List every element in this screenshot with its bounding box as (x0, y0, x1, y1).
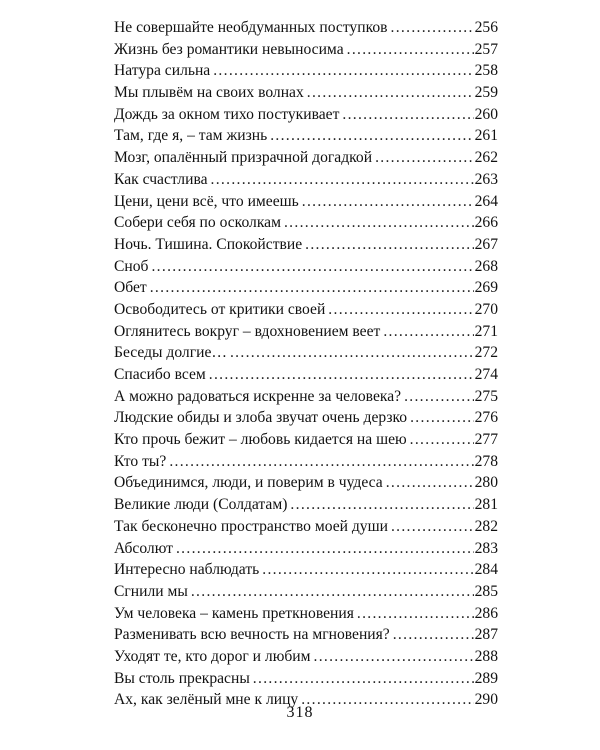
toc-entry-title: Там, где я, – там жизнь (114, 127, 268, 145)
toc-entry-page: 263 (474, 170, 498, 188)
toc-entry (114, 364, 498, 386)
toc-entry-title: Кто ты? (114, 452, 167, 470)
dot-leader (290, 494, 473, 516)
toc-entry-page: 268 (474, 257, 498, 275)
toc-entry (114, 646, 498, 668)
dot-leader (169, 451, 473, 473)
toc-entry-title: Собери себя по осколкам (114, 214, 281, 232)
table-of-contents (114, 17, 498, 711)
toc-entry-title: Оглянитесь вокруг – вдохновением веет (114, 322, 381, 340)
dot-leader (151, 256, 473, 278)
toc-entry-title: Цени, цени всё, что имеешь (114, 192, 299, 210)
toc-entry-page: 257 (474, 40, 498, 58)
toc-entry-title: Мозг, опалённый призрачной догадкой (114, 149, 373, 167)
toc-entry-page: 271 (474, 322, 498, 340)
toc-entry-page: 278 (474, 452, 498, 470)
dot-leader (347, 39, 474, 61)
toc-entry-title: Интересно наблюдать (114, 561, 260, 579)
toc-entry (114, 603, 498, 625)
toc-entry-page: 269 (474, 279, 498, 297)
toc-entry-page: 275 (474, 387, 498, 405)
dot-leader (328, 299, 473, 321)
toc-entry-page: 281 (474, 496, 498, 514)
toc-entry-page: 277 (474, 431, 498, 449)
toc-entry-title: Великие люди (Солдатам) (114, 496, 288, 514)
toc-entry-title: Натура сильна (114, 62, 211, 80)
toc-entry (114, 191, 498, 213)
toc-entry (114, 407, 498, 429)
toc-entry-page: 256 (474, 19, 498, 36)
toc-entry-title: Освободитесь от критики своей (114, 300, 326, 318)
toc-entry (114, 451, 498, 473)
toc-entry (114, 234, 498, 256)
toc-entry (114, 386, 498, 408)
toc-entry-page: 286 (474, 604, 498, 622)
dot-leader (404, 386, 474, 408)
toc-entry-title: Ах, как зелёный мне к лицу (114, 691, 299, 709)
toc-entry-title: Мы плывём на своих волнах (114, 84, 304, 102)
toc-entry (114, 104, 498, 126)
toc-entry (114, 559, 498, 581)
dot-leader (213, 60, 473, 82)
toc-entry-page: 261 (474, 127, 498, 145)
dot-leader (393, 624, 474, 646)
dot-leader (209, 364, 474, 386)
toc-entry-title: Вы столь прекрасны (114, 669, 250, 687)
toc-entry (114, 212, 498, 234)
toc-entry-page: 274 (474, 366, 498, 383)
toc-entry (114, 538, 498, 560)
toc-entry-page: 290 (474, 691, 498, 709)
dot-leader (253, 668, 474, 690)
toc-entry-title: Людские обиды и злоба звучат очень дерзко (114, 409, 408, 427)
dot-leader (410, 407, 474, 429)
toc-entry-title: Как счастлива (114, 170, 208, 188)
dot-leader (307, 82, 474, 104)
toc-entry (114, 624, 498, 646)
dot-leader (386, 472, 474, 494)
toc-entry-title: Дождь за окном тихо постукивает (114, 105, 340, 123)
toc-entry (114, 125, 498, 147)
toc-entry-page: 289 (474, 669, 498, 687)
dot-leader (150, 277, 474, 299)
toc-entry (114, 147, 498, 169)
dot-leader (391, 516, 474, 538)
toc-entry-title: Абсолют (114, 539, 173, 557)
toc-entry-title: Жизнь без романтики невыносима (114, 40, 344, 58)
toc-entry-title: Обет (114, 279, 147, 297)
toc-entry (114, 277, 498, 299)
toc-entry-title: Уходят те, кто дорог и любим (114, 647, 311, 665)
toc-entry (114, 494, 498, 516)
dot-leader (314, 646, 474, 668)
dot-leader (211, 169, 474, 191)
toc-entry-page: 284 (474, 561, 498, 579)
toc-entry-title: А можно радоваться искренне за человека? (114, 387, 402, 405)
dot-leader (391, 17, 474, 39)
dot-leader (191, 581, 474, 603)
toc-entry (114, 516, 498, 538)
dot-leader (230, 342, 474, 364)
dot-leader (270, 125, 473, 147)
toc-entry (114, 169, 498, 191)
dot-leader (176, 538, 474, 560)
toc-entry-title: Сгнили мы (114, 582, 188, 600)
toc-entry-page: 266 (474, 214, 498, 232)
toc-entry-page: 280 (474, 474, 498, 492)
toc-entry (114, 60, 498, 82)
toc-entry-title: Кто прочь бежит – любовь кидается на шею (114, 431, 407, 449)
toc-entry-page: 260 (474, 105, 498, 123)
toc-entry (114, 321, 498, 343)
toc-entry-page: 287 (474, 626, 498, 644)
dot-leader (305, 234, 473, 256)
toc-entry-title: Разменивать всю вечность на мгновения? (114, 626, 390, 644)
toc-entry-title: Так бесконечно пространство моей души (114, 517, 388, 535)
toc-entry-title: Объединимся, люди, и поверим в чудеса (114, 474, 383, 492)
dot-leader (284, 212, 474, 234)
dot-leader (357, 603, 474, 625)
toc-entry (114, 472, 498, 494)
toc-entry (114, 17, 498, 39)
toc-entry-page: 283 (474, 539, 498, 557)
dot-leader (342, 104, 473, 126)
toc-entry-page: 272 (474, 344, 498, 362)
dot-leader (410, 429, 474, 451)
toc-entry-title: Ум человека – камень преткновения (114, 604, 354, 622)
toc-entry-page: 264 (474, 192, 498, 210)
toc-entry (114, 342, 498, 364)
toc-entry-page: 288 (474, 647, 498, 665)
toc-entry-page: 267 (474, 235, 498, 253)
toc-entry-page: 262 (474, 149, 498, 167)
dot-leader (375, 147, 474, 169)
toc-entry (114, 82, 498, 104)
toc-entry (114, 39, 498, 61)
toc-entry-title: Ночь. Тишина. Спокойствие (114, 235, 303, 253)
toc-entry-page: 282 (474, 517, 498, 535)
dot-leader (302, 191, 474, 213)
toc-entry-page: 285 (474, 582, 498, 600)
toc-entry-title: Не совершайте необдуманных поступков (114, 19, 388, 36)
toc-entry (114, 299, 498, 321)
toc-entry-title: Спасибо всем (114, 366, 206, 383)
toc-entry-page: 276 (474, 409, 498, 427)
toc-entry-page: 270 (474, 300, 498, 318)
toc-entry-title: Сноб (114, 257, 149, 275)
toc-entry-title: Беседы долгие… (114, 344, 227, 362)
dot-leader (262, 559, 473, 581)
dot-leader (383, 321, 473, 343)
toc-entry (114, 668, 498, 690)
toc-entry (114, 256, 498, 278)
page-number: 318 (286, 704, 314, 721)
toc-entry-page: 259 (474, 84, 498, 102)
toc-entry-page: 258 (474, 62, 498, 80)
toc-entry (114, 429, 498, 451)
toc-entry (114, 581, 498, 603)
